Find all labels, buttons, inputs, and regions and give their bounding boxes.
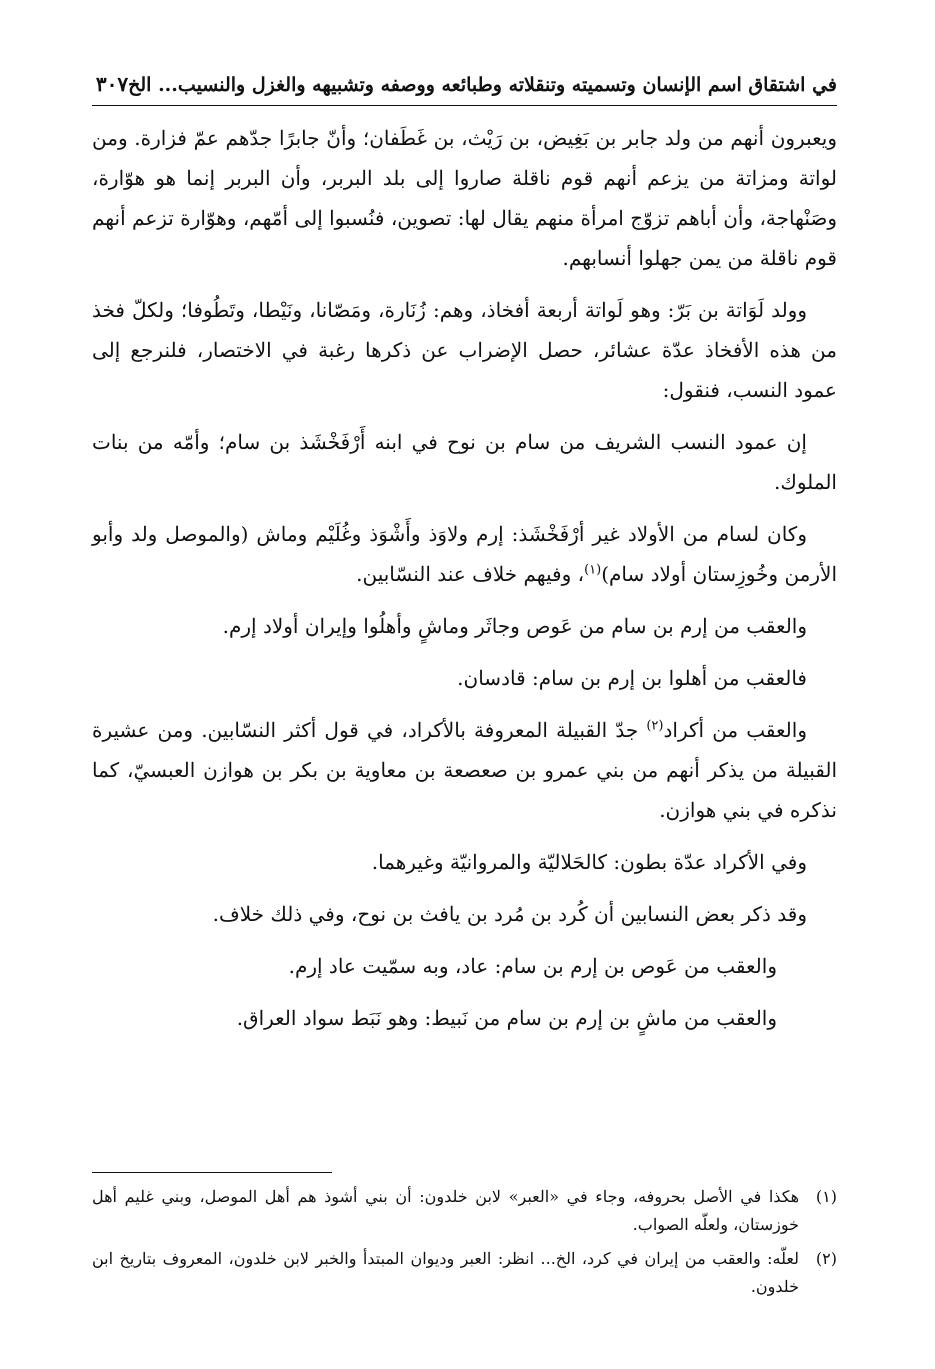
page-number: ٣٠٧ bbox=[95, 72, 129, 96]
header-title: في اشتقاق اسم الإنسان وتسميته وتنقلاته وطبائعه ووصفه وتشبيهه والغزل والنسيب... الخ bbox=[128, 74, 837, 96]
paragraph-5: والعقب من إرم بن سام من عَوص وجاثَر وماشٍ وأهلُوا وإيران أولاد إرم. bbox=[222, 614, 807, 638]
paragraph-4 bbox=[92, 514, 837, 594]
paragraph-1: ويعبرون أنهم من ولد جابر بن بَغِيض، بن رَيْث، بن غَطَفان؛ وأنّ جابرًا جدّهم عمّ فزارة. ومن لواتة ومزاتة من يزعم أنهم قوم ناقلة صاروا إلى بلد البربر، وأن البربر إنما هو هوّارة، وصَنْهاجة، وأن أباهم تزوّج امرأة منهم يقال لها: تصوين، فنُسبوا إلى أمّهم، وهوّارة تزعم أنهم قوم ناقلة من يمن جهلوا أنسابهم. bbox=[92, 126, 837, 270]
paragraph-9: وقد ذكر بعض النسابين أن كُرد بن مُرد بن يافث بن نوح، وفي ذلك خلاف. bbox=[212, 902, 807, 926]
paragraph-8: وفي الأكراد عدّة بطون: كالحَلاليّة والمروانيّة وغيرهما. bbox=[371, 850, 807, 874]
footnote-1-text: هكذا في الأصل بحروفه، وجاء في «العبر» لابن خلدون: أن بني أشوذ هم أهل الموصل، وبني غليم أهل خوزستان، ولعلّه الصواب. bbox=[92, 1187, 799, 1234]
body-text bbox=[92, 118, 837, 1038]
paragraph-4-tail: ، وفيهم خلاف عند النسّابين. bbox=[356, 562, 585, 586]
footnote-2-number: (٢) bbox=[815, 1249, 837, 1268]
paragraph-11: والعقب من ماشٍ بن إرم بن سام من نَبيط: وهو نَبَط سواد العراق. bbox=[236, 1006, 777, 1030]
running-header bbox=[92, 70, 837, 106]
paragraph-7-text: والعقب من أكراد bbox=[663, 718, 807, 742]
footnote-ref-1[interactable]: (١) bbox=[584, 562, 602, 578]
footnote-2 bbox=[92, 1245, 837, 1301]
footnote-1 bbox=[92, 1183, 837, 1239]
page bbox=[92, 70, 837, 1050]
footnote-ref-2[interactable]: (٢) bbox=[646, 718, 664, 734]
paragraph-7 bbox=[92, 710, 837, 830]
paragraph-6: فالعقب من أهلوا بن إرم بن سام: قادسان. bbox=[457, 666, 807, 690]
footnote-1-number: (١) bbox=[815, 1187, 837, 1206]
paragraph-10: والعقب من عَوص بن إرم بن سام: عاد، وبه سمّيت عاد إرم. bbox=[288, 954, 777, 978]
footnotes bbox=[92, 1172, 837, 1307]
paragraph-2: وولد لَوَاتة بن بَرّ: وهو لَواتة أربعة أفخاذ، وهم: زُنَارة، ومَصّانا، ونَيْطا، وتَطُوفا؛ ولكلّ فخذ من هذه الأفخاذ عدّة عشائر، حصل الإضراب عن ذكرها رغبة في الاختصار، فلنرجع إلى عمود النسب، فنقول: bbox=[92, 298, 837, 402]
footnote-2-text: لعلّه: والعقب من إيران في كرد، الخ... انظر: العبر وديوان المبتدأ والخبر لابن خلدون، المعروف بتاريخ ابن خلدون. bbox=[92, 1249, 799, 1296]
paragraph-3: إن عمود النسب الشريف من سام بن نوح في ابنه أَرْفَخْشَذ بن سام؛ وأمّه من بنات الملوك. bbox=[92, 430, 837, 494]
paragraph-4-text: وكان لسام من الأولاد غير أرْفَخْشَذ: إرم ولاوَذ وأَشْوَذ وغُلَيْم وماش (والموصل ولد وأبو الأرمن وخُوزِستان أولاد سام) bbox=[92, 522, 837, 586]
paragraph-7-tail: جدّ القبيلة المعروفة بالأكراد، في قول أكثر النسّابين. ومن عشيرة القبيلة من يذكر أنهم من بني عمرو بن صعصعة بن معاوية بن بكر بن هوازن العبسيّ، كما نذكره في بني هوازن. bbox=[92, 718, 837, 822]
footnote-divider bbox=[92, 1172, 332, 1173]
